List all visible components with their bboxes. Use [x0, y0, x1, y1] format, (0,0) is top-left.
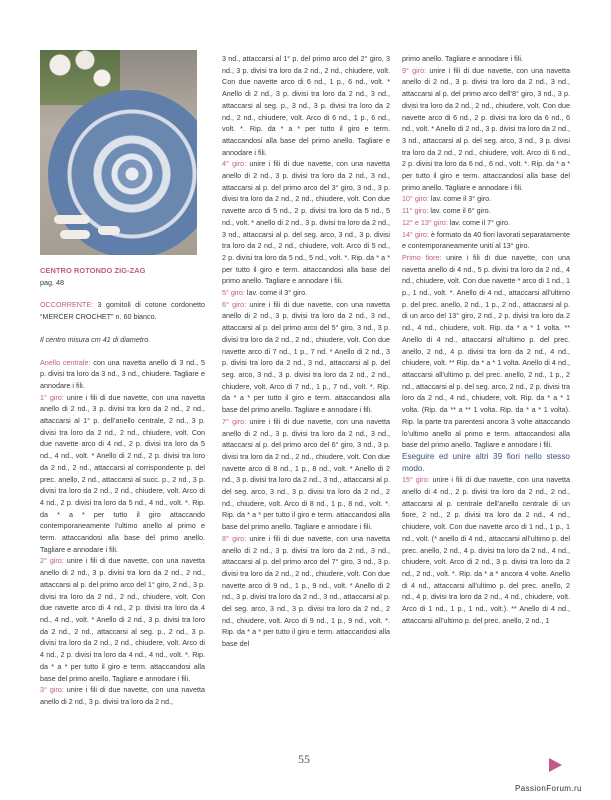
- materials-label: OCCORRENTE:: [40, 300, 94, 310]
- materials: [40, 299, 205, 322]
- instruction-paragraph: [222, 533, 390, 650]
- instruction-text: unire i fili di due navette, con una navetta anello di 4 nd., 5 p. divisi tra loro da 2 nd., 4 nd., chiudere, volt. Con due navette * arco di 1 nd., 1 p., 1 nd., volt. *. Anello di 4 nd., attaccarsi all’ultimo p. del prec. anello, 2 nd., 1 p., 2 nd., attaccarsi al p. di un arco del 13° giro, 2 nd., 2 p. divisi tra loro da 2 nd., 4 nd., chiudere, volt. Rip. da * a * 1 volta. ** Anello di 4 nd., attaccarsi all’ultimo p. del prec. anello, 2 nd., 4 p. divisi tra loro da 2 nd., 4 nd., chiudere, volt. ** Rip. da * a * 1 volta. Anello di 4 nd., attaccarsi all’ultimo p. del prec. anello, 2 nd., 1 p., 2 nd., attaccarsi al p. del seg. arco, 2 nd., 2 p. divisi tra loro da 2 nd., 4 nd., chiudere, volt. Rip. da * a * 1 volta. (Rip. da ** a ** 1 volta. Rip. da * a * 1 volta). Rip. la parte tra parentesi ancora 3 volte attaccando lo’ultimo anello al primo e term. attaccandosi alla base del primo anello. Tagliare e annodare i fili.: [402, 252, 570, 450]
- instruction-text: lav. come il 3° giro.: [244, 288, 308, 298]
- instruction-text: unire i fili di due navette, con una navetta anello di 2 nd., 3 p. divisi tra loro da 2 nd., 3 nd., attaccarsi al p. del primo arco dell’8° giro, 3 nd., 3 p. divisi tra loro da 2 nd., 2 nd., chiudere, volt. Con due navette arco di 6 nd., 2 p. divisi tra loro da 6 nd., 6 nd., volt. * Anello di 2 nd., 3 p. divisi tra loro da 2 nd., 3 nd., attaccarsi al p. del seg. arco, 3 nd., 3 p. divisi tra loro da 2 nd., 2 nd., chiudere, volt. Arco di 6 nd., 2 p. divisi tra loro da 6 nd., 6 nd., volt. *. Rip. da * a * per tutto il giro e term. attaccandosi alla base del primo anello. Tagliare e annodare i fili.: [402, 65, 570, 192]
- instruction-paragraph: [402, 252, 570, 451]
- tatting-shuttle-image: [98, 226, 120, 235]
- instruction-paragraph: [222, 287, 390, 299]
- round-label: 11° giro:: [402, 206, 429, 216]
- instruction-text: unire i fili di due navette, con una navetta anello di 2 nd., 3 p. divisi tra loro da 2 nd., 3 nd., attaccarsi al p. del primo arco del 5° giro, 3 nd., 3 p. divisi tra loro da 2 nd., 2 nd., chiudere, volt. Con due navette arco di 7 nd., 1 p., 7 nd. * Anello di 2 nd., 3 p. divisi tra loro da 2 nd., 3 nd., attaccarsi al p. del seg. arco, 3 nd., 3 p. divisi tra loro da 2 nd., 2 nd., chiudere, volt. Arco di 7 nd., 1 p., 7 nd., volt. *. Rip. da * a * per tutto il giro e term. attaccandosi alla base del primo anello. Tagliare e annodare i fili.: [222, 299, 390, 415]
- size-note: Il centro misura cm 41 di diametro.: [40, 334, 151, 344]
- round-label: 3° giro:: [40, 685, 64, 695]
- instruction-text: lav. come il 6° giro.: [428, 206, 491, 216]
- round-label: Anello centrale:: [40, 357, 91, 367]
- round-label: 4° giro:: [222, 159, 247, 169]
- instruction-paragraph: [222, 158, 390, 287]
- instruction-paragraph: [40, 555, 205, 684]
- materials-text: 3 gomitoli di cotone cordonetto “MERCER CROCHET” n. 60 bianco.: [40, 300, 205, 322]
- round-label: Primo fiore:: [402, 252, 442, 262]
- round-label: 1° giro:: [40, 392, 64, 402]
- round-label: 14° giro:: [402, 229, 429, 239]
- round-label: 9° giro:: [402, 65, 427, 75]
- instruction-text: unire i fili di due navette, con una navetta anello di 2 nd., 3 p. divisi tra loro da 2 nd., 3 nd., attaccarsi al p. del primo arco del 6° giro, 3 nd., 3 p. divisi tra loro da 2 nd., 2 nd., chiudere, volt. Con due navette arco di 8 nd., 1 p., 8 nd., volt. * Anello di 2 nd., 3 p. divisi tra loro da 2 nd., 3 nd., attaccarsi al p. del seg. arco, 3 nd., 3 p. divisi tra loro da 2 nd., 2 nd., chiudere, volt. Arco di 8 nd., 1 p., 8 nd., volt. *. Rip. da * a * per tutto il giro e term. attaccandosi alla base del primo anello. Tagliare e annodare i fili.: [222, 416, 390, 532]
- tatting-shuttle-image: [60, 230, 90, 239]
- instruction-paragraph: [40, 357, 205, 392]
- instruction-text: primo anello. Tagliare e annodare i fili.: [402, 54, 523, 63]
- instruction-paragraph: [222, 299, 390, 416]
- tatting-shuttle-image: [54, 215, 90, 224]
- column-2: [222, 53, 390, 650]
- instruction-text: unire i fili di due navette, con una navetta anello di 2 nd., 3 p. divisi tra loro da 2 nd., 3 nd., attaccarsi al p. del primo arco del 7° giro, 3 nd., 3 p. divisi tra loro da 2 nd., 2 nd., chiudere, volt. Con due navette arco di 9 nd., 1 p., 9 nd., volt. * Anello di 2 nd., 3 p. divisi tra loro da 2 nd., 3 nd., attaccarsi al p. del seg. arco, 3 nd., 3 p. divisi tra loro da 2 nd., 2 nd., chiudere, volt. Arco di 9 nd., 1 p., 9 nd., volt. *. Rip. da * a * per tutto il giro e term. attaccandosi alla base del: [222, 533, 390, 649]
- round-label: 2° giro:: [40, 556, 64, 566]
- round-label: 10° giro:: [402, 194, 429, 204]
- round-label: 6° giro:: [222, 299, 247, 309]
- instruction-text: 3 nd., attaccarsi al 1° p. del primo arco del 2° giro, 3 nd., 3 p. divisi tra loro da 2 nd., 2 nd., chiudere, volt. Con due navette arco di 6 nd., 1 p., 6 nd., volt. * Anello di 2 nd., 3 p. divisi tra loro da 2 nd., 3 nd., attaccarsi al seg. p., 3 nd., 3 p. divisi tra loro da 2 nd., 2 nd., chiudere, volt. Arco di 6 nd., 1 p., 6 nd., volt. *. Rip. da * a * per tutto il giro e term. attaccandosi alla base del primo anello. Tagliare e annodare i fili.: [222, 54, 390, 157]
- instruction-paragraph: [402, 193, 570, 205]
- instruction-paragraph: [40, 684, 205, 707]
- instruction-paragraph: [402, 217, 570, 229]
- instruction-paragraph: [402, 474, 570, 626]
- instruction-paragraph: [402, 65, 570, 194]
- round-label: 7° giro:: [222, 416, 247, 426]
- round-label: 12° e 13° giro:: [402, 217, 448, 227]
- instruction-text: Eseguire ed unire altri 39 fiori nello stesso modo.: [402, 451, 570, 473]
- instruction-text: unire i fili di due navette, con una navetta anello di 2 nd., 3 p. divisi tra loro da 2 nd., 2 nd., attaccarsi al 1° p. dell’anello centrale, 2 nd., 3 p. divisi tra loro da 2 nd., 2 nd., chiudere, volt. Con due navette arco di 4 nd., 2 p. divisi tra loro da 5 nd., 4 nd., volt. * Anello di 2 nd., 2 p. divisi tra loro da 2 nd., 2 nd., attaccarsi al corrispondente p. del prec. anello, 2 nd., attaccarsi al succ. p., 2 nd., 3 p. divisi tra loro da 2 nd., 2 nd., chiudere, volt. Arco di 4 nd., 2 p. divisi tra loro da 5 nd., 4 nd., volt. *. Rip. da * a * per tutto il giro attaccando contemporaneamente l’ultimo anello al primo e term. attaccandosi alla base del primo anello. Tagliare e annodare i fili.: [40, 392, 205, 554]
- instruction-paragraph: [222, 416, 390, 533]
- instruction-paragraph: [222, 53, 390, 158]
- page-reference: pag. 48: [40, 277, 64, 287]
- instruction-text: è formato da 40 fiori lavorati separatamente e contemporaneamente uniti al 13° giro.: [402, 229, 571, 251]
- next-page-arrow-icon: [549, 758, 562, 772]
- round-label: 5° giro:: [222, 288, 245, 298]
- column-3: [402, 53, 570, 626]
- doily-photo: [40, 50, 197, 255]
- pattern-title: CENTRO ROTONDO ZIG-ZAG: [40, 266, 146, 275]
- instruction-text: unire i fili di due navette, con una navetta anello di 4 nd., 2 p. divisi tra loro da 2 nd., 2 nd., attaccarsi al p. centrale dell’anello centrale di un fiore, 2 nd., 2 p. divisi tra loro da 2 nd., 4 nd., chiudere, volt. Con due navette arco di 1 nd., 1 p., 1 nd., volt. (* anello di 4 nd., attaccarsi all’ultimo p. del prec. anello, 2 nd., 4 p. divisi tra loro da 2 nd., 4 nd., chiudere, volt. Arco di 2 nd., 3 p. divisi tra loro da 2 nd., 2 nd., volt. *. Rip. da * a * ancora 4 volte. Anello di 4 nd., attaccarsi all’ultimo p. del prec. anello, 2 nd., 4 p. divisi tra loro da 2 nd., 4 nd., chiudere, volt. Arco di 1 nd., 1 p., 1 nd., volt.). ** Anello di 4 nd., attaccarsi all’ultimo p. del prec. anello, 2 nd., 1: [402, 475, 570, 625]
- instruction-paragraph: [40, 392, 205, 556]
- round-label: 15° giro:: [402, 475, 430, 485]
- instruction-paragraph: [402, 205, 570, 217]
- round-label: 8° giro:: [222, 533, 247, 543]
- site-watermark: PassionForum.ru: [515, 784, 582, 793]
- instruction-text: con una navetta anello di 3 nd., 5 p. divisi tra loro da 3 nd., 3 nd., chiudere. Tagliare e annodare i fili.: [40, 357, 205, 390]
- instruction-text: lav. come il 3° giro.: [428, 194, 492, 204]
- page-number: 55: [298, 752, 310, 766]
- instruction-paragraph: [402, 451, 570, 474]
- instruction-paragraph: [402, 229, 570, 252]
- instruction-text: unire i fili di due navette, con una navetta anello di 2 nd., 3 p. divisi tra loro da 2 nd., 2 nd., attaccarsi al p. del primo arco del 1° giro, 2 nd., 3 p. divisi tra loro da 2 nd., 2 nd., chiudere, volt. Con due navette arco di 4 nd., 2 p. divisi tra loro da 4 nd., 4 nd., volt. * Anello di 2 nd., 3 p. divisi tra loro da 2 nd., 2 nd., attaccarsi al seg. p., 2 nd., 3 p. divisi tra loro da 2 nd., 2 nd., chiudere, volt. Arco di 4 nd., 2 p. divisi tra loro da 4 nd., 4 nd., volt. *. Rip. da * a * per tutto il giro e term. attaccandosi alla base del primo anello. Tagliare e annodare i fili.: [40, 556, 205, 683]
- instruction-text: unire i fili di due navette, con una navetta anello di 2 nd., 3 p. divisi tra loro da 2 nd.,: [40, 685, 205, 706]
- instruction-text: unire i fili di due navette, con una navetta anello di 2 nd., 3 p. divisi tra loro da 2 nd., 3 nd., attaccarsi al p. del primo arco del 3° giro, 3 nd., 3 p. divisi tra loro da 2 nd., 2 nd., chiudere, volt. Con due navette arco di 5 nd., 2 p. divisi tra loro da 5 nd., 5 nd., volt. * anello di 2 nd., 3 p. divisi tra loro da 2 nd., 3 nd., attaccarsi al p. del seg. arco, 3 nd., 3 p. divisi tra loro da 2 nd., 2 nd., chiudere, volt. Arco di 5 nd., 2 p. divisi tra loro da 5 nd., 5 nd., volt. *. Rip. da * a * per tutto il giro e term. attaccandosi alla base del primo anello. Tagliare e annodare i fili.: [222, 159, 390, 286]
- column-1: [40, 265, 205, 708]
- instruction-text: lav. come il 7° giro.: [447, 217, 510, 227]
- instruction-paragraph: [402, 53, 570, 65]
